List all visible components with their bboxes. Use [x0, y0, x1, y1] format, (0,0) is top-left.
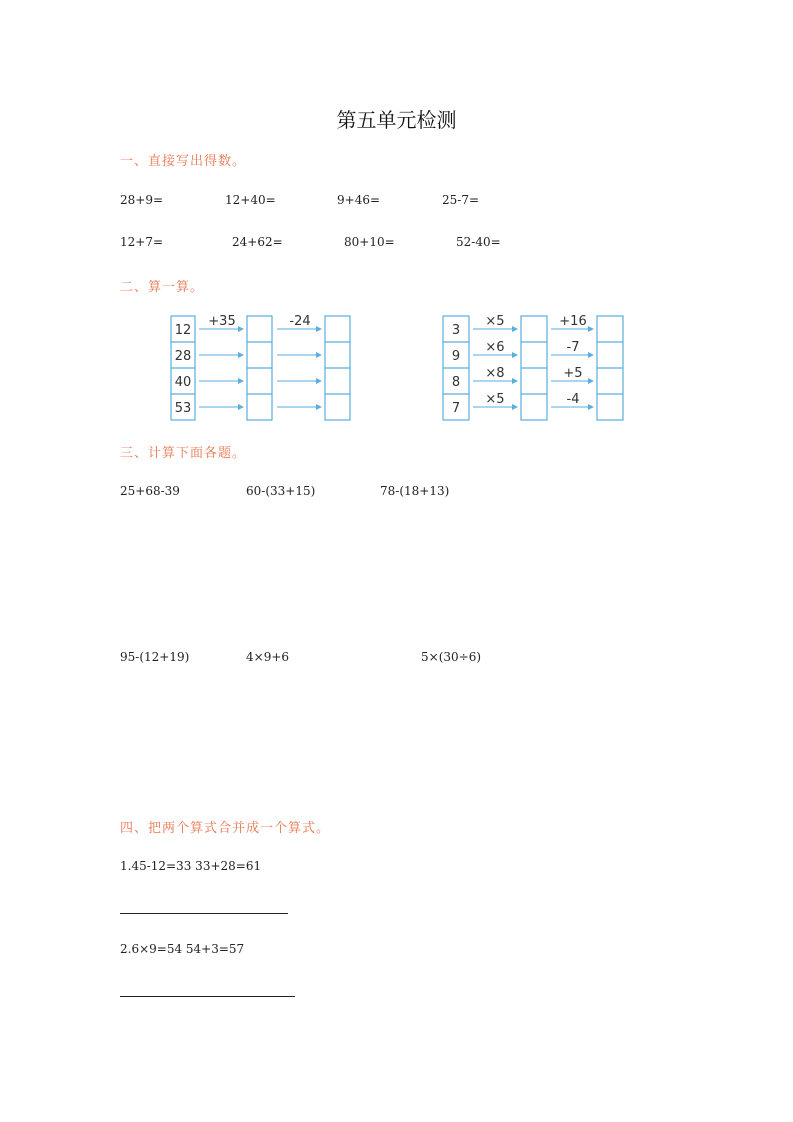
calc-problem: 4×9+6 — [246, 650, 290, 664]
mental-math-item: 25-7= — [442, 193, 480, 207]
mental-math-item: 80+10= — [344, 235, 395, 249]
calc-problem: 25+68-39 — [120, 484, 180, 498]
right-operation-2: -7 — [566, 340, 580, 355]
answer-line[interactable] — [120, 996, 295, 997]
combine-item: 2.6×9=54 54+3=57 — [120, 942, 245, 956]
right-operation-1: ×5 — [485, 392, 505, 407]
section-3-heading: 三、计算下面各题。 — [120, 446, 247, 461]
right-input-value: 9 — [451, 349, 461, 364]
section-1-heading: 一、直接写出得数。 — [120, 154, 247, 169]
mental-math-item: 12+40= — [225, 193, 276, 207]
left-input-value: 12 — [174, 323, 192, 338]
left-input-value: 28 — [174, 349, 192, 364]
right-operation-1: ×8 — [485, 366, 505, 381]
right-operation-2: +5 — [563, 366, 583, 381]
left-input-value: 53 — [174, 401, 192, 416]
right-operation-2: -4 — [566, 392, 580, 407]
page-title: 第五单元检测 — [336, 108, 457, 132]
mental-math-item: 12+7= — [120, 235, 164, 249]
mental-math-item: 28+9= — [120, 193, 164, 207]
right-input-value: 8 — [451, 375, 461, 390]
right-operation-1: ×5 — [485, 314, 505, 329]
answer-line[interactable] — [120, 913, 288, 914]
right-input-value: 3 — [451, 323, 461, 338]
calc-problem: 95-(12+19) — [120, 650, 190, 664]
mental-math-item: 9+46= — [337, 193, 381, 207]
calc-problem: 5×(30÷6) — [421, 650, 482, 664]
left-operation-1: +35 — [208, 314, 236, 329]
combine-item: 1.45-12=33 33+28=61 — [120, 859, 262, 873]
right-operation-1: ×6 — [485, 340, 505, 355]
calc-problem: 78-(18+13) — [380, 484, 450, 498]
calc-problem: 60-(33+15) — [246, 484, 316, 498]
left-operation-2: -24 — [289, 314, 311, 329]
section-2-heading: 二、算一算。 — [120, 280, 205, 295]
right-operation-2: +16 — [559, 314, 587, 329]
left-input-value: 40 — [174, 375, 192, 390]
section-4-heading: 四、把两个算式合并成一个算式。 — [120, 821, 331, 836]
mental-math-item: 52-40= — [456, 235, 501, 249]
mental-math-item: 24+62= — [232, 235, 283, 249]
right-input-value: 7 — [451, 401, 461, 416]
